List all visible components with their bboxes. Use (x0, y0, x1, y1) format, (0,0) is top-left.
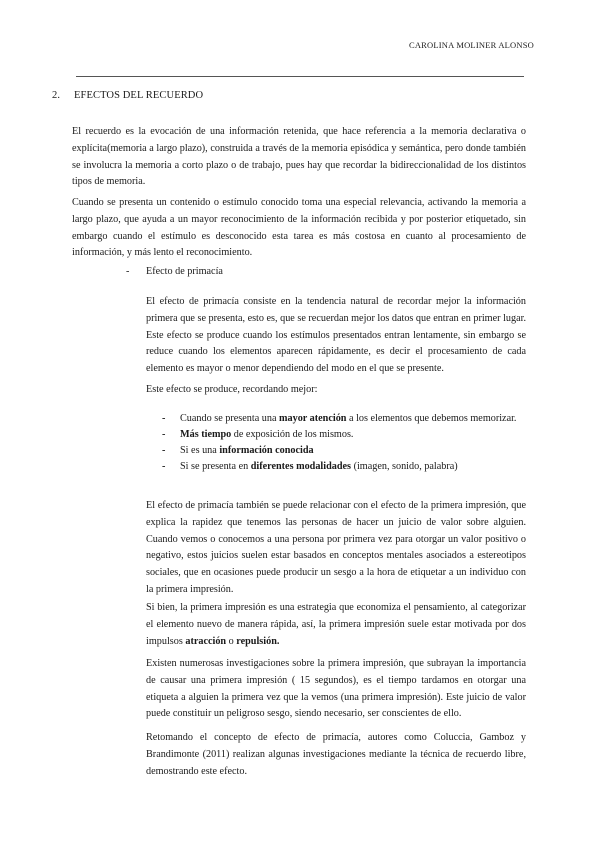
paragraph-6-bold-attraction: atracción (185, 635, 227, 647)
paragraph-6-connector: o (228, 635, 234, 647)
paragraph-6-bold-repulsion: repulsión. (236, 635, 280, 647)
bullet-list (146, 411, 526, 475)
bullet-text-pre: Cuando se presenta una (180, 413, 277, 424)
bullet-text-pre: Si se presenta en (180, 461, 249, 472)
paragraph-6 (146, 600, 526, 650)
bullet-marker: - (162, 429, 166, 440)
header-rule (76, 76, 524, 77)
paragraph-3: El efecto de primacía consiste en la tendencia natural de recordar mejor la información primera que se presenta, esto es, que se recuerdan mejor los datos que entran en primer lugar. Este efecto se produce cuando los estímulos presentados entran lentamente, sin embargo se reduce cuando los elementos aparecen rápidamente, es decir el procesamiento de cada elemento es mayor o menor dependiendo del modo en el que se presente. (146, 296, 526, 375)
paragraph-6-text: Si bien, la primera impresión es una estrategia que economiza el pensamiento, al categorizar el elemento nuevo de manera rápida, así, la primera impresión suele estar motivada por dos impulsos (146, 602, 526, 647)
paragraph-1: El recuerdo es la evocación de una información retenida, que hace referencia a la memoria declarativa o explícita(memoria a largo plazo), construida a través de la memoria episódica y semántica, pero donde también se involucra la memoria a corto plazo o de trabajo, pues hay que recordar la bidireccionalidad de los distintos tipos de memoria. (72, 126, 526, 188)
subheading-primacy (126, 266, 223, 277)
bullet-text-bold: diferentes modalidades (250, 461, 352, 472)
bullet-marker: - (162, 461, 166, 472)
paragraph-8: Retomando el concepto de efecto de primacía, autores como Coluccia, Gamboz y Brandimonte (2011) realizan algunas investigaciones mediante la técnica de recuerdo libre, demostrando este efecto. (146, 732, 526, 777)
list-item (146, 459, 526, 475)
paragraph-2: Cuando se presenta un contenido o estímulo conocido toma una especial relevancia, activando la memoria a largo plazo, que ayuda a un mayor reconocimiento de la información recibida y por posterior etiquetado, sin embargo cuando el estímulo es desconocido esta tarea es más costosa en cuanto al procesamiento de información, y más lento el reconocimiento. (72, 197, 526, 259)
paragraph-7: Existen numerosas investigaciones sobre la primera impresión, que subrayan la importancia de causar una primera impresión ( 15 segundos), es el tiempo tardamos en otorgar una etiqueta a alguien la primera vez que la vemos (una primera impresión). Este juicio de valor puede constituir un peligroso sesgo, siendo necesario, ser conscientes de ello. (146, 658, 526, 720)
bullet-text-bold: Más tiempo (180, 429, 232, 440)
bullet-marker: - (162, 445, 166, 456)
header-author: CAROLINA MOLINER ALONSO (408, 40, 534, 50)
bullet-text-post: de exposición de los mismos. (233, 429, 354, 440)
subheading-label: Efecto de primacía (146, 266, 223, 277)
bullet-text-post: a los elementos que debemos memorizar. (349, 413, 517, 424)
bullet-text-bold: información conocida (219, 445, 314, 456)
bullet-text-post: (imagen, sonido, palabra) (353, 461, 458, 472)
bullet-text-pre: Si es una (180, 445, 217, 456)
list-item (146, 411, 526, 427)
paragraph-5: El efecto de primacía también se puede relacionar con el efecto de la primera impresión, que explica la rapidez que tenemos las personas de hacer un juicio de valor sobre alguien. Cuando vemos o conocemos a una persona por primera vez para otorgar un valor positivo o negativo, estos juicios suelen estar basados en conceptos mentales asociados a estereotipos sociales, que en ocasiones puede producir un sesgo a la hora de etiquetar a un individuo con la primera impresión. (146, 500, 526, 595)
section-title (52, 90, 203, 101)
paragraph-4: Este efecto se produce, recordando mejor: (146, 384, 318, 395)
list-item (146, 443, 526, 459)
bullet-marker: - (162, 413, 166, 424)
list-item (146, 427, 526, 443)
bullet-text-bold: mayor atención (279, 413, 347, 424)
section-title-text: EFECTOS DEL RECUERDO (74, 90, 204, 101)
section-number: 2. (52, 90, 61, 101)
subheading-dash: - (126, 266, 130, 277)
